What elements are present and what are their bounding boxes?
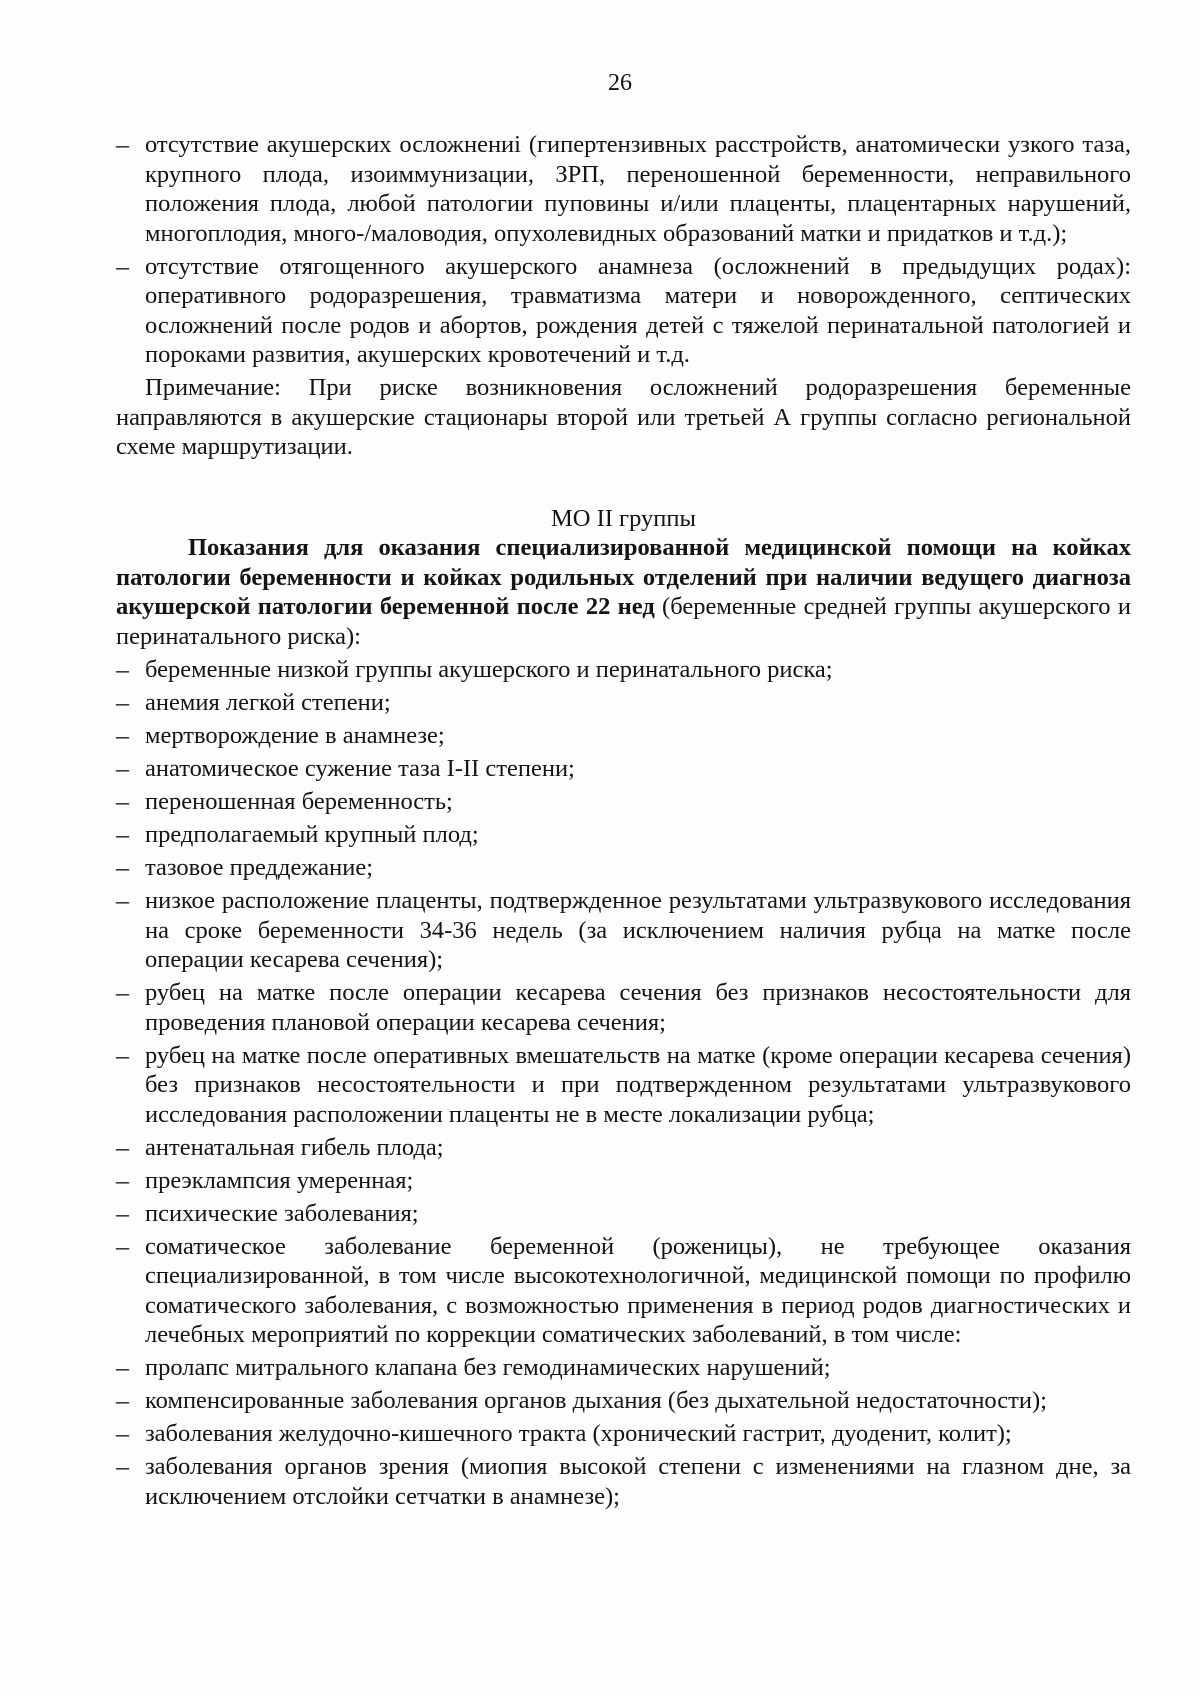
list-item: – переношенная беременность; bbox=[116, 787, 1131, 817]
list-item: – анемия легкой степени; bbox=[116, 688, 1131, 718]
conditions-list-2 bbox=[116, 655, 1131, 1511]
page-content bbox=[116, 130, 1131, 1515]
list-item: – рубец на матке после операции кесарева сечения без признаков несостоятельности для проведения плановой операции кесарева сечения; bbox=[116, 978, 1131, 1037]
indications-heading-bold: Показания для оказания специализированной медицинской помощи на койках патологии беременности и койках родильных отделений при наличии ведущего диагноза акушерской патологии беременной после 22 нед bbox=[116, 534, 1131, 620]
list-item: – соматическое заболевание беременной (роженицы), не требующее оказания специализированной, в том числе высокотехнологичной, медицинской помощи по профилю соматического заболевания, с возможностью применения в период родов диагностических и лечебных мероприятий по коррекции соматических заболеваний, в том числе: bbox=[116, 1232, 1131, 1350]
list-item: – низкое расположение плаценты, подтвержденное результатами ультразвукового исследования на сроке беременности 34-36 недель (за исключением наличия рубца на матке после операции кесарева сечения); bbox=[116, 886, 1131, 975]
list-item: – заболевания желудочно-кишечного тракта (хронический гастрит, дуоденит, колит); bbox=[116, 1419, 1131, 1449]
page-number: 26 bbox=[608, 70, 632, 96]
list-item: – беременные низкой группы акушерского и перинатального риска; bbox=[116, 655, 1131, 685]
list-item: – отсутствие акушерских осложнениі (гипертензивных расстройств, анатомически узкого таза, крупного плода, изоиммунизации, ЗРП, переношенной беременности, неправильного положения плода, любой патологии пуповины и/или плаценты, плацентарных нарушений, многоплодия, много-/маловодия, опухолевидных образований матки и придатков и т.д.); bbox=[116, 130, 1131, 248]
list-item: – компенсированные заболевания органов дыхания (без дыхательной недостаточности); bbox=[116, 1386, 1131, 1416]
list-item: – мертворождение в анамнезе; bbox=[116, 721, 1131, 751]
list-item: – тазовое преддежание; bbox=[116, 853, 1131, 883]
section-title: МО II группы bbox=[551, 504, 696, 532]
list-item: – анатомическое сужение таза I-II степени; bbox=[116, 754, 1131, 784]
indications-heading bbox=[116, 533, 1131, 651]
note-paragraph: Примечание: При риске возникновения осложнений родоразрешения беременные направляются в акушерские стационары второй или третьей А группы согласно региональной схеме маршрутизации. bbox=[116, 374, 1131, 460]
list-item: – антенатальная гибель плода; bbox=[116, 1133, 1131, 1163]
list-item: – пролапс митрального клапана без гемодинамических нарушений; bbox=[116, 1353, 1131, 1383]
list-item: – отсутствие отягощенного акушерского анамнеза (осложнений в предыдущих родах): оперативного родоразрешения, травматизма матери и новорожденного, септических осложнений после родов и абортов, рождения детей с тяжелой перинатальной патологией и пороками развития, акушерских кровотечений и т.д. bbox=[116, 252, 1131, 370]
list-item: – заболевания органов зрения (миопия высокой степени с изменениями на глазном дне, за исключением отслойки сетчатки в анамнезе); bbox=[116, 1452, 1131, 1511]
list-item: – предполагаемый крупный плод; bbox=[116, 820, 1131, 850]
list-item: – психические заболевания; bbox=[116, 1199, 1131, 1229]
list-item: – рубец на матке после оперативных вмешательств на матке (кроме операции кесарева сечения) без признаков несостоятельности и при подтвержденном результатами ультразвукового исследования расположении плаценты не в месте локализации рубца; bbox=[116, 1041, 1131, 1130]
conditions-list-1 bbox=[116, 130, 1131, 370]
list-item: – преэклампсия умеренная; bbox=[116, 1166, 1131, 1196]
indications-heading-rest: (беременные средней группы акушерского и перинатального риска): bbox=[116, 593, 1131, 650]
